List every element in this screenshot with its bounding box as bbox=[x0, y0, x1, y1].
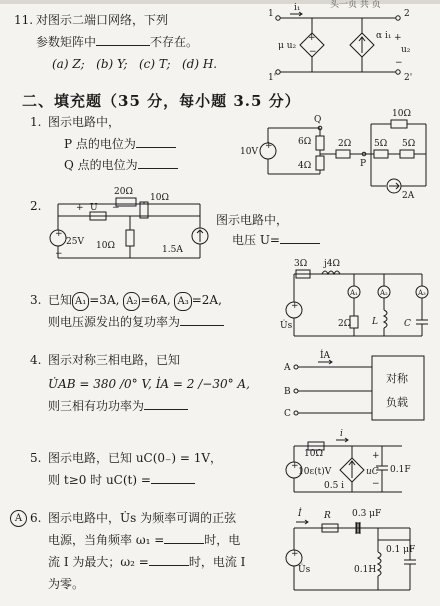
svg-text:2Ω: 2Ω bbox=[338, 319, 352, 329]
svg-text:A: A bbox=[284, 363, 291, 373]
q1-line1: 图示电路中， bbox=[48, 115, 121, 129]
svg-text:10Ω: 10Ω bbox=[392, 109, 411, 119]
svg-text:A₁: A₁ bbox=[350, 289, 358, 297]
q6-line1: 图示电路中，U̇s 为频率可调的正弦 bbox=[48, 511, 237, 525]
q2-circuit bbox=[50, 186, 210, 264]
svg-text:0.3 μF: 0.3 μF bbox=[352, 509, 382, 519]
svg-text:10Ω: 10Ω bbox=[150, 193, 169, 203]
svg-text:0.1F: 0.1F bbox=[390, 465, 411, 475]
q4-line2: U̇AB = 380 /0° V, İA = 2 /−30° A, bbox=[48, 377, 250, 391]
svg-text:20Ω: 20Ω bbox=[114, 187, 133, 197]
q5-line1: 图示电路，已知 uC(0₋) = 1V， bbox=[48, 451, 223, 465]
q4-line1: 图示对称三相电路，已知 bbox=[48, 353, 181, 367]
svg-text:İ: İ bbox=[298, 509, 302, 519]
q11-option-b[interactable]: (b) Y; bbox=[96, 57, 128, 71]
svg-text:−: − bbox=[112, 203, 120, 213]
q1-circuit bbox=[240, 104, 432, 201]
q11-blank[interactable] bbox=[96, 34, 150, 46]
q5-circuit bbox=[282, 429, 432, 500]
q11-number: 11. bbox=[14, 13, 34, 27]
svg-text:−: − bbox=[395, 58, 403, 68]
q4-number: 4. bbox=[30, 353, 42, 367]
svg-text:2Ω: 2Ω bbox=[338, 139, 352, 149]
svg-text:0.1 μF: 0.1 μF bbox=[386, 545, 416, 555]
svg-text:U̇s: U̇s bbox=[298, 565, 311, 575]
q11-line1: 对图示二端口网络，下列 bbox=[36, 13, 169, 27]
q1-line3: Q 点的电位为 bbox=[64, 157, 178, 174]
svg-text:−: − bbox=[55, 249, 63, 259]
q3-blank[interactable] bbox=[180, 314, 224, 326]
q4-line3: 则三相有功功率为 bbox=[48, 398, 188, 415]
svg-text:U̇s: U̇s bbox=[280, 321, 293, 331]
q11-mu-u2-label: μ u₂ bbox=[278, 41, 297, 51]
q4-circuit bbox=[282, 352, 432, 424]
section-2-title: 二、填充题（35 分，每小题 3.5 分） bbox=[22, 92, 301, 110]
q11-option-a[interactable]: (a) Z; bbox=[52, 57, 85, 71]
svg-text:+: + bbox=[372, 451, 380, 461]
q6-line4: 为零。 bbox=[48, 577, 85, 591]
svg-text:+: + bbox=[291, 461, 299, 471]
svg-text:P: P bbox=[360, 159, 367, 169]
svg-text:+: + bbox=[394, 33, 402, 43]
svg-text:R: R bbox=[324, 511, 331, 521]
q6-circuit bbox=[282, 506, 432, 600]
svg-text:İA: İA bbox=[320, 351, 331, 361]
q11-option-c[interactable]: (c) T; bbox=[138, 57, 171, 71]
svg-text:j4Ω: j4Ω bbox=[324, 259, 340, 269]
q11-options bbox=[52, 56, 217, 73]
q6-number: 6. bbox=[30, 511, 42, 525]
q1-line2: P 点的电位为 bbox=[64, 136, 176, 153]
svg-text:10Ω: 10Ω bbox=[96, 241, 115, 251]
svg-text:+: + bbox=[76, 203, 84, 213]
svg-text:A₂: A₂ bbox=[380, 289, 388, 297]
svg-text:1: 1 bbox=[268, 9, 274, 19]
svg-text:2A: 2A bbox=[402, 191, 415, 201]
svg-text:−: − bbox=[372, 479, 380, 489]
svg-text:3Ω: 3Ω bbox=[294, 259, 308, 269]
svg-text:B: B bbox=[284, 387, 291, 397]
q5-number: 5. bbox=[30, 451, 42, 465]
svg-text:uC: uC bbox=[366, 467, 379, 477]
q11-i1-label: i₁ bbox=[294, 3, 301, 13]
svg-text:Q: Q bbox=[314, 115, 322, 125]
svg-text:25V: 25V bbox=[66, 237, 84, 247]
q6-line2: 电源，当角频率 ω₁ = 时，电 bbox=[48, 533, 241, 547]
svg-text:+: + bbox=[308, 33, 316, 43]
svg-text:U: U bbox=[90, 203, 98, 213]
q1-number: 1. bbox=[30, 115, 42, 129]
q2-line1: 图示电路中， bbox=[216, 213, 289, 227]
svg-text:4Ω: 4Ω bbox=[298, 161, 312, 171]
svg-text:1.5A: 1.5A bbox=[162, 245, 183, 255]
q1-blank-q[interactable] bbox=[138, 157, 178, 169]
svg-text:C: C bbox=[284, 409, 291, 419]
svg-text:0.5 i: 0.5 i bbox=[324, 481, 345, 491]
svg-text:+: + bbox=[265, 141, 273, 151]
q6-mark-icon: A bbox=[10, 510, 27, 527]
q1-blank-p[interactable] bbox=[136, 136, 176, 148]
svg-text:L: L bbox=[372, 317, 378, 327]
svg-text:负载: 负载 bbox=[386, 396, 408, 409]
svg-text:6Ω: 6Ω bbox=[298, 137, 312, 147]
q5-blank[interactable] bbox=[151, 472, 195, 484]
ammeter-a1-icon: A₁ bbox=[72, 292, 89, 311]
svg-text:2: 2 bbox=[404, 9, 410, 19]
q5-line2: 则 t≥0 时 uC(t) = bbox=[48, 472, 195, 489]
svg-text:C: C bbox=[404, 319, 411, 329]
q11-u2-label: u₂ bbox=[401, 45, 411, 55]
q11-alpha-i1-label: α i₁ bbox=[376, 31, 392, 41]
q2-number: 2. bbox=[30, 199, 42, 213]
q3-line1: 已知 A₁ =3A, A₂ =6A, A₃ =2A, bbox=[48, 292, 222, 311]
svg-text:+: + bbox=[291, 549, 299, 559]
svg-text:对称: 对称 bbox=[386, 372, 408, 385]
q2-blank[interactable] bbox=[280, 232, 320, 244]
svg-text:10ε(t)V: 10ε(t)V bbox=[298, 467, 332, 477]
q4-blank[interactable] bbox=[144, 398, 188, 410]
header-fragment: 头一页 共 页 bbox=[330, 0, 381, 10]
svg-text:2': 2' bbox=[404, 73, 413, 83]
svg-text:10V: 10V bbox=[240, 147, 258, 157]
svg-text:−: − bbox=[309, 47, 317, 57]
svg-text:0.1H: 0.1H bbox=[354, 565, 377, 575]
q11-line2: 参数矩阵中 不存在。 bbox=[36, 35, 199, 49]
q11-option-d[interactable]: (d) H. bbox=[181, 57, 218, 71]
svg-text:1': 1' bbox=[268, 73, 277, 83]
svg-text:10Ω: 10Ω bbox=[304, 449, 323, 459]
q6-blank-w1[interactable] bbox=[164, 532, 204, 544]
q3-circuit bbox=[282, 258, 432, 344]
q6-blank-w2[interactable] bbox=[149, 554, 189, 566]
svg-text:+: + bbox=[55, 229, 63, 239]
svg-text:5Ω: 5Ω bbox=[402, 139, 416, 149]
ammeter-a3-icon: A₃ bbox=[174, 292, 191, 311]
svg-text:5Ω: 5Ω bbox=[374, 139, 388, 149]
svg-text:+: + bbox=[291, 301, 299, 311]
q6-line3: 流 I 为最大；ω₂ = 时，电流 I bbox=[48, 555, 246, 569]
q2-line2: 电压 U= bbox=[232, 232, 320, 249]
q3-number: 3. bbox=[30, 293, 42, 307]
ammeter-a2-icon: A₂ bbox=[123, 292, 140, 311]
svg-text:A₃: A₃ bbox=[418, 289, 426, 297]
svg-text:i: i bbox=[340, 429, 343, 439]
q3-line2: 则电压源发出的复功率为 bbox=[48, 314, 224, 331]
